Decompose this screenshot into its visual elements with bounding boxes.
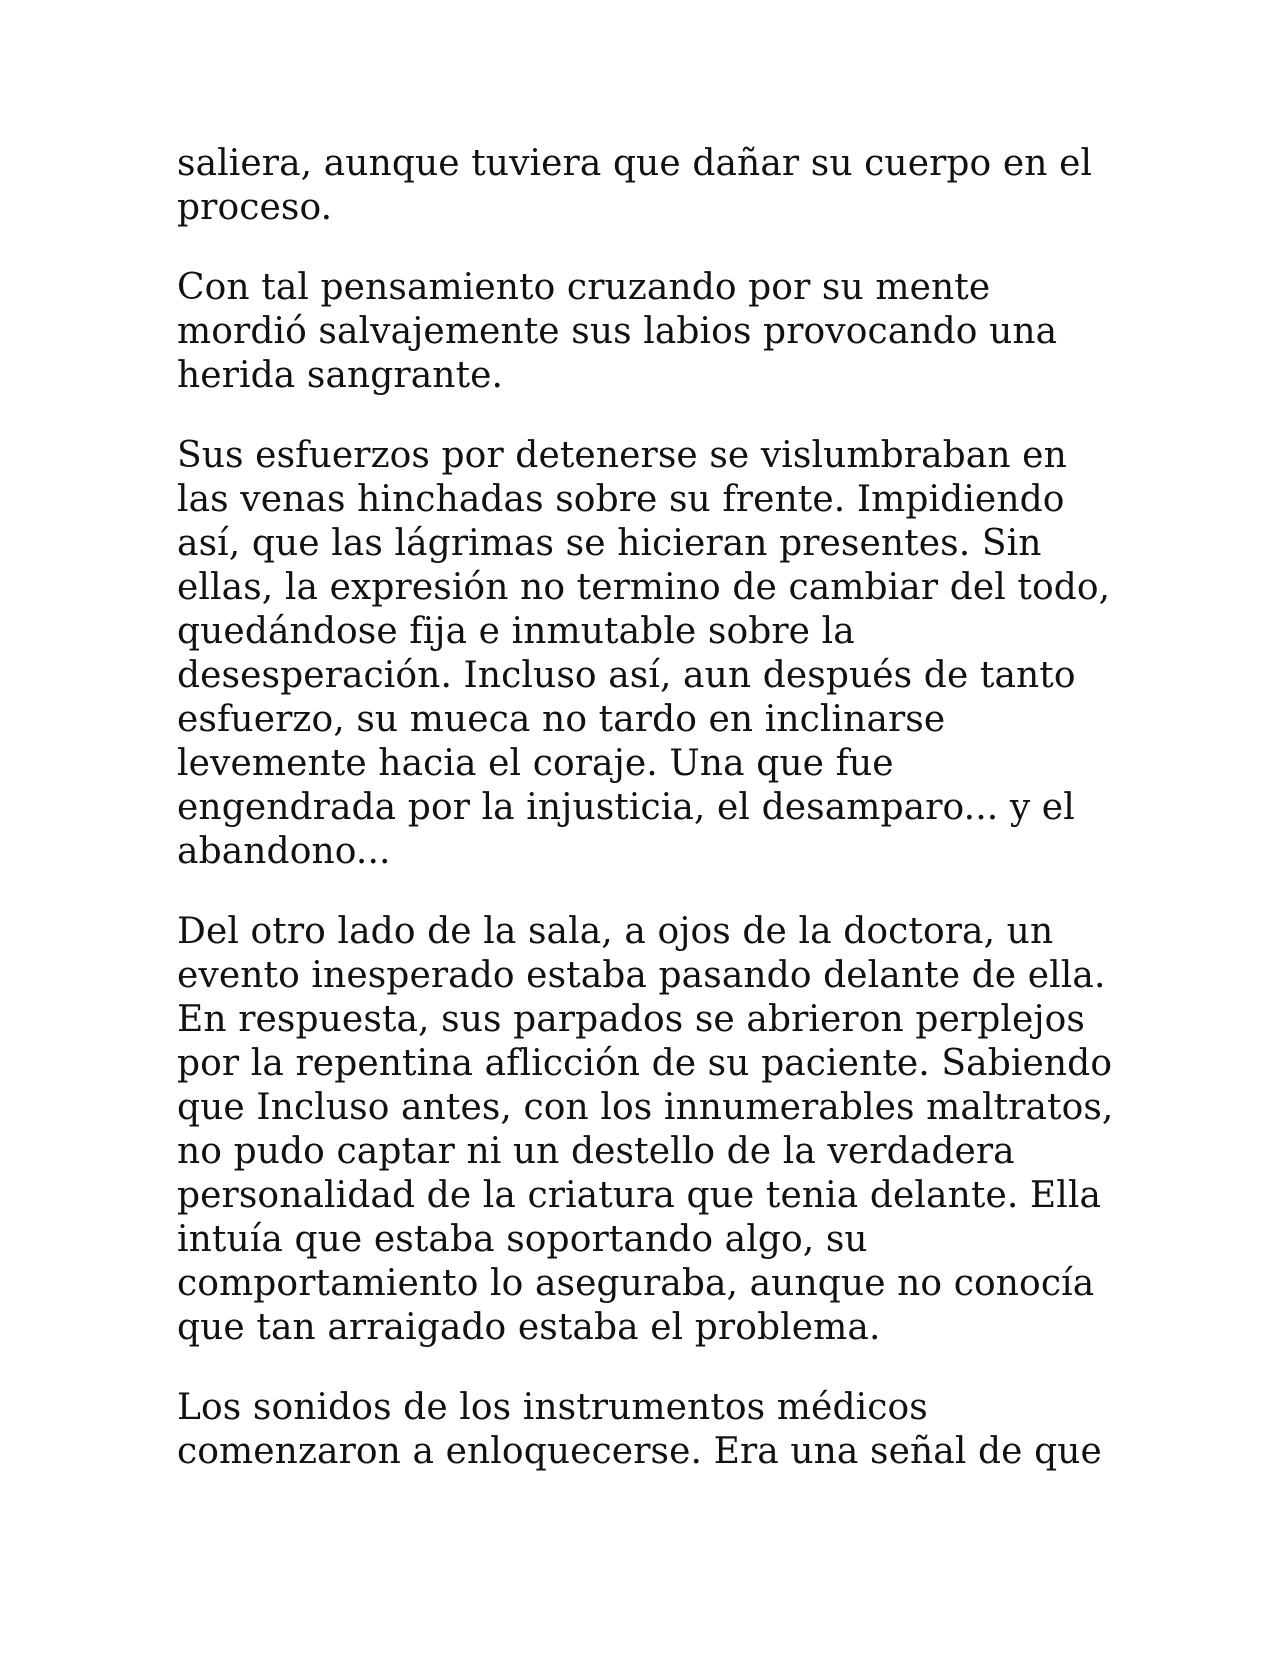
paragraph-3: Sus esfuerzos por detenerse se vislumbraban en las venas hinchadas sobre su frente. Impidiendo así, que las lágrimas se hicieran presentes. Sin ellas, la expresión no termino de cambiar del todo, quedándose fija e inmutable sobre la desesperación. Incluso así, aun después de tanto esfuerzo, su mueca no tardo en inclinarse levemente hacia el coraje. Una que fue engendrada por la injusticia, el desamparo... y el abandono...: [177, 435, 1111, 872]
paragraph-1: saliera, aunque tuviera que dañar su cuerpo en el proceso.: [177, 143, 1093, 228]
paragraph-4: Del otro lado de la sala, a ojos de la doctora, un evento inesperado estaba pasando delante de ella. En respuesta, sus parpados se abrieron perplejos por la repentina aflicción de su paciente. Sabiendo que Incluso antes, con los innumerables maltratos, no pudo captar ni un destello de la verdadera personalidad de la criatura que tenia delante. Ella intuía que estaba soportando algo, su comportamiento lo aseguraba, aunque no conocía que tan arraigado estaba el problema.: [177, 911, 1114, 1348]
document-body: [177, 142, 1117, 1474]
paragraph-5: Los sonidos de los instrumentos médicos comenzaron a enloquecerse. Era una señal de que: [177, 1387, 1102, 1472]
paragraph-2: Con tal pensamiento cruzando por su mente mordió salvajemente sus labios provocando una herida sangrante.: [177, 267, 1058, 396]
